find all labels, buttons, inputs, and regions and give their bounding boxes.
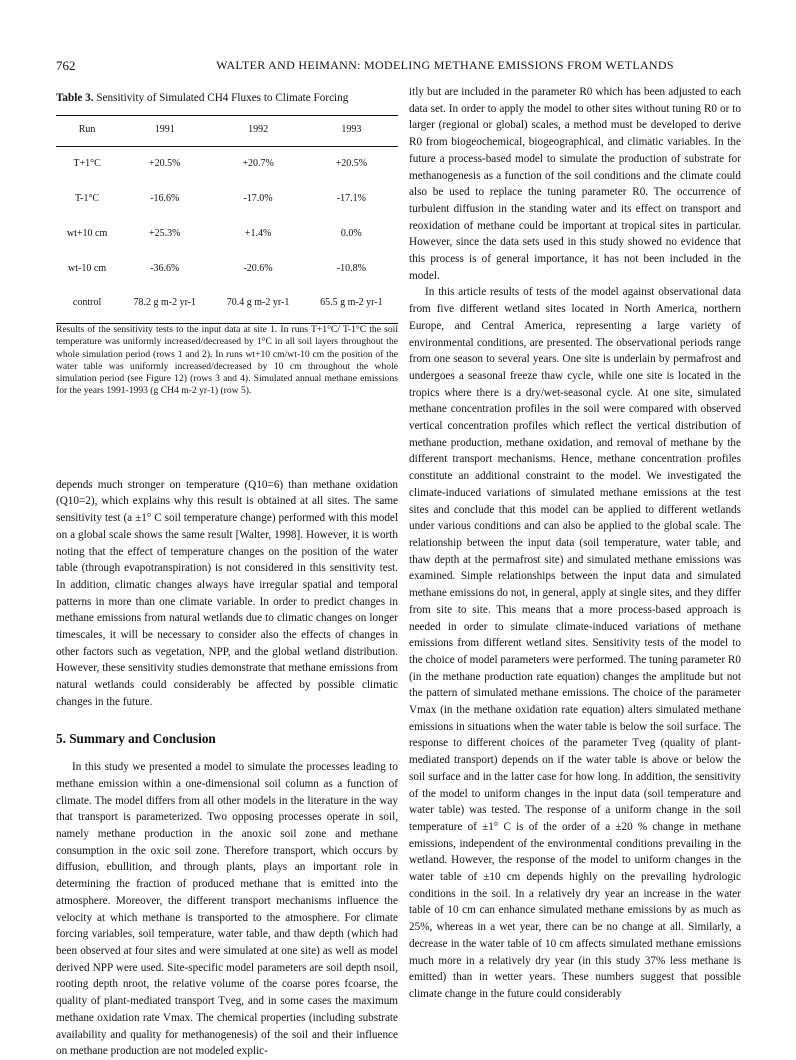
right-column	[409, 84, 741, 1003]
table-cell: +20.7%	[242, 158, 274, 170]
table-note: Results of the sensitivity tests to the input data at site 1. In runs T+1°C/ T-1°C the soil temperature was uniformly increased/decreased by 1°C in all soil layers throughout the whole simulation period (rows 1 and 2). In runs wt+10 cm/wt-10 cm the position of the water table was uniformly increased/decreased by 10 cm throughout the whole simulation period (see Figure 12) (rows 3 and 4). Simulated annual methane emissions for the years 1991-1993 (g CH4 m-2 yr-1) (row 5).	[56, 323, 398, 397]
table-cell: -20.6%	[243, 262, 273, 274]
right-para-1: itly but are included in the parameter R0 which has been adjusted to each data set. In order to apply the model to other sites without tuning R0 or to larger (regional or global) scales, a method must be developed to derive R0 from biogeochemical, biogeographical, and climatic variables. In the future a process-based model to simulate the production of substrate for methanogenesis as a function of the soil conditions and the climate could also be used to replace the tuning parameter R0. The occurrence of turbulent diffusion in the standing water and its effect on transport and reoxidation of methane could be important at tropical sites in particular. However, since the data sets used in this study showed no evidence that this process is of general importance, it has not been included in the model.	[409, 86, 741, 282]
table-cell: T-1°C	[74, 193, 100, 205]
table-cell: wt-10 cm	[68, 262, 107, 274]
table-row	[56, 147, 398, 182]
table-cell: -17.0%	[243, 193, 273, 205]
table-cell: 78.2 g m-2 yr-1	[118, 286, 211, 323]
table-cell: wt+10 cm	[66, 227, 108, 239]
table-title: Sensitivity of Simulated CH4 Fluxes to Climate Forcing	[96, 92, 349, 104]
table-header-cell: 1992	[211, 115, 304, 147]
table-cell: 0.0%	[340, 227, 362, 239]
table-body	[56, 147, 398, 324]
page-number: 762	[56, 58, 76, 73]
right-para-2: In this article results of tests of the model against observational data from five different wetland sites located in North America, northern Europe, and Central America, representing a large variety of environmental conditions, are presented. The observational periods range from one season to several years. One site is underlain by permafrost and undergoes a seasonal freeze thaw cycle, while one site is located in the tropics where there is a dry/wet-seasonal cycle. At one site, simulated methane concentration profiles in the soil were compared with observed vertical concentration profiles which reflect the vertical distribution of methane production, methane oxidation, and removal of methane by the different transport mechanisms. Hence, methane concentration profiles constitute an additional constraint to the model. We investigated the climate-induced variations of simulated methane emissions at the test sites and conclude that this model can be applied to different wetlands under various conditions and can also be applied to the global scale. The relationship between the input data (soil temperature, water table, and thaw depth at the permafrost site) and simulated methane emissions was examined. Simple relationships between the input data and simulated methane emissions do not, in general, apply at single sites, and they differ from site to site. This means that a more process-based approach is needed in order to simulate climate-induced variations of methane emissions from different wetland sites. Sensitivity tests of the model to the choice of model parameters were performed. The tuning parameter R0 (in the methane production rate equation) changes the amplitude but not the pattern of simulated methane emissions. The choice of the parameter Vmax (in the methane oxidation rate equation) alters simulated methane emissions in situations when the water table is below the soil surface. The response to different choices of the parameter Tveg (quality of plant-mediated transport) depends on if the water table is above or below the soil surface and in the latter case for how long. In addition, the sensitivity of the model to uniform changes in the input data (soil temperature and water table) was tested. The response of a uniform change in the soil temperature of ±1° C is of the order of a ±20 % change in methane emissions, independent of the environmental conditions prevailing in the wetland. However, the response of the model to uniform changes in the water table of ±10 cm depends highly on the prevailing hydrologic conditions in the soil. In a relatively dry year an increase in the water table of 10 cm can enhance simulated methane emissions by as much as 25%, whereas in a wet year, there can be no change at all. Similarly, a decrease in the water table of 10 cm affects simulated methane emissions much more in a relatively dry year (in this study 37% less methane is emitted) than in wetter years. These numbers suggest that possible climate change in the future could considerably	[409, 286, 741, 1000]
left-para-1: depends much stronger on temperature (Q10=6) than methane oxidation (Q10=2), which explains why this result is obtained at all sites. The same sensitivity test (a ±1° C soil temperature change) performed with this model on a global scale shows the same result [Walter, 1998]. However, it is worth noting that the effect of temperature changes on the position of the water table (through evapotranspiration) is not considered in this sensitivity test. In addition, climatic changes always have irregular spatial and temporal patterns in more than one climate variable. In order to predict changes in methane emissions from natural wetlands due to climatic changes on longer timescales, it will be necessary to consider also the effects of changes in other factors such as vegetation, NPP, and the global wetland distribution. However, these sensitivity studies demonstrate that methane emissions from natural wetlands could considerably be affected by possible climatic changes in the future.	[56, 478, 398, 708]
table-caption	[56, 90, 398, 107]
table-cell: +20.5%	[149, 158, 181, 170]
table-header-cell: 1991	[118, 115, 211, 147]
table-label: Table 3.	[56, 92, 94, 104]
table-cell: +1.4%	[244, 227, 272, 239]
table-row	[56, 252, 398, 287]
running-head: WALTER AND HEIMANN: MODELING METHANE EMISSIONS FROM WETLANDS	[216, 58, 674, 72]
table-cell: +20.5%	[335, 158, 368, 170]
table-cell: 65.5 g m-2 yr-1	[305, 286, 398, 323]
table-header-cell: 1993	[305, 115, 398, 147]
table-cell: -36.6%	[150, 262, 180, 274]
table-cell: T+1°C	[73, 158, 101, 170]
table-cell: control	[56, 286, 118, 323]
table-cell: +25.3%	[149, 227, 181, 239]
table-cell: -17.1%	[336, 193, 366, 205]
section-heading: 5. Summary and Conclusion	[56, 730, 216, 746]
table-cell: -16.6%	[150, 193, 180, 205]
table-header-cell: Run	[56, 115, 118, 147]
sensitivity-table	[56, 115, 398, 324]
left-column	[56, 84, 398, 1060]
table-row	[56, 217, 398, 252]
table-header-row	[56, 115, 398, 147]
table-row	[56, 286, 398, 323]
table-cell: -10.8%	[336, 262, 366, 274]
left-para-2: In this study we presented a model to simulate the processes leading to methane emission within a one-dimensional soil column as a function of climate. The model differs from all other models in the literature in the way that transport is parameterized. Two opposing processes operate in soil, namely methane production in the anoxic soil zone and methane consumption in the oxic soil zone. Therefore transport, which occurs by diffusion, ebullition, and through plants, plays an important role in determining the fraction of produced methane that is emitted into the atmosphere. Moreover, the different transport mechanisms influence the velocity at which methane is transported to the atmosphere. For climate forcing variables, soil temperature, water table, and thaw depth (which had been observed at four sites and were simulated at one site) as well as model derived NPP were used. Site-specific model parameters are soil depth nsoil, rooting depth nroot, the relative volume of the coarse pores fcoarse, the quality of plant-mediated transport Tveg, and in some cases the maximum methane oxidation rate Vmax. The chemical properties (including substrate availability and quality for methanogenesis) of the soil and their influence on methane production are not modeled explic-	[56, 761, 398, 1058]
table-cell: 70.4 g m-2 yr-1	[211, 286, 304, 323]
table-row	[56, 182, 398, 217]
